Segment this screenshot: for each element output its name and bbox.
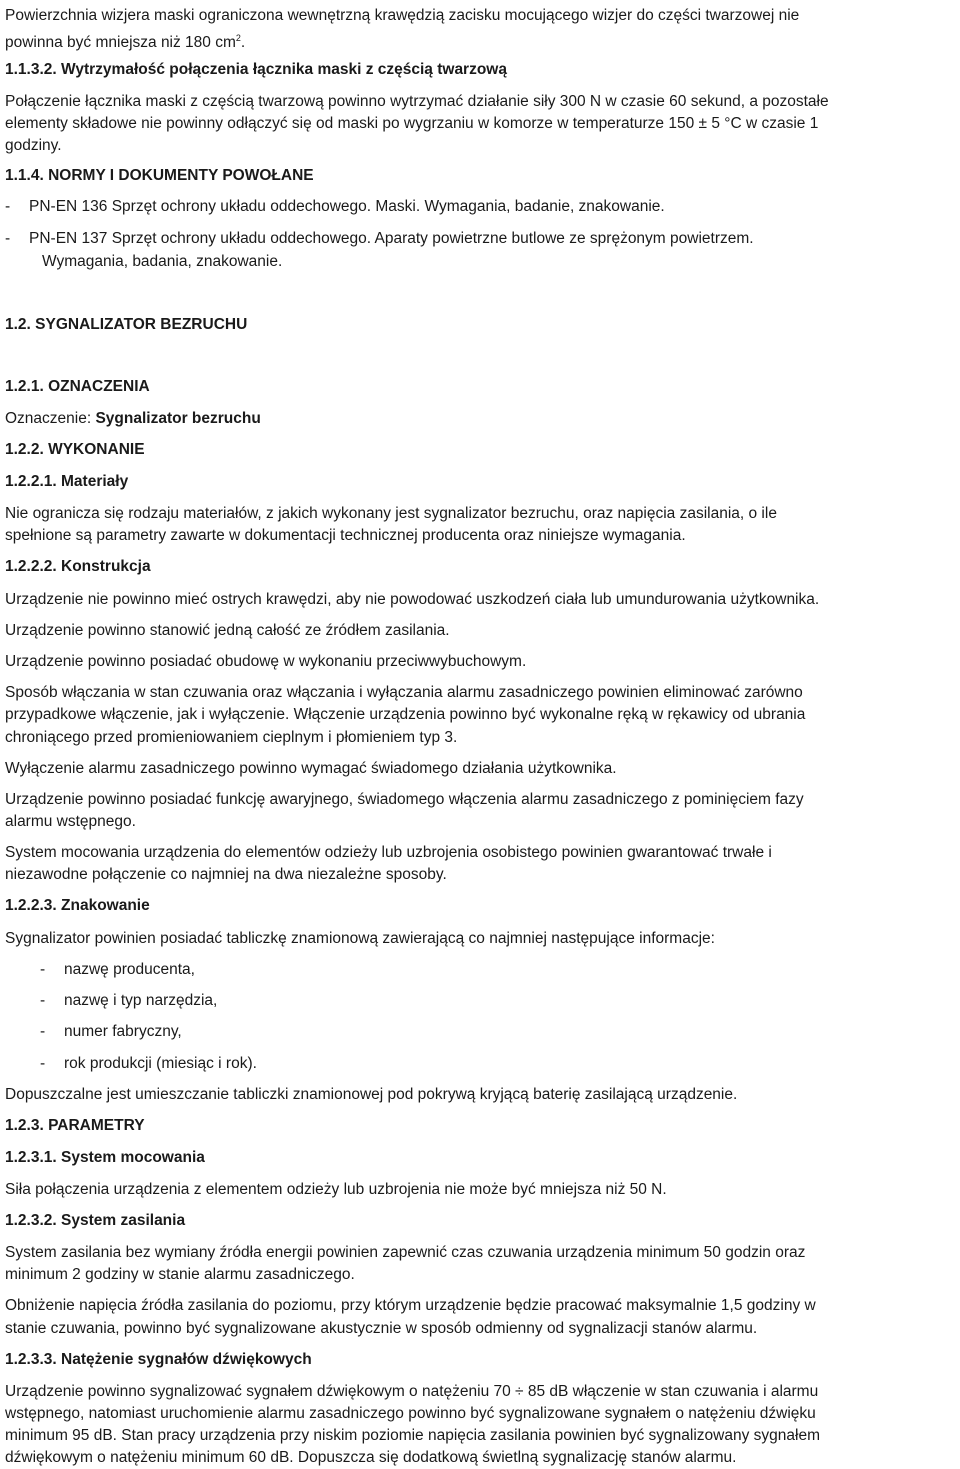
paragraph-line: minimum 95 dB. Stan pracy urządzenia przy niskim poziomie napięcia zasilania powinien być sygnalizowany sygnałem xyxy=(5,1427,820,1444)
list-item-continuation: Wymagania, badania, znakowanie. xyxy=(42,253,283,270)
paragraph-line: Nie ogranicza się rodzaju materiałów, z jakich wykonany jest sygnalizator bezruchu, oraz napięcia zasilania, o ile xyxy=(5,505,777,522)
section-heading: 1.2.3.3. Natężenie sygnałów dźwiękowych xyxy=(5,1351,312,1368)
section-heading: 1.2.2.3. Znakowanie xyxy=(5,897,150,914)
paragraph-line: dźwiękowym o natężeniu minimum 60 dB. Dopuszcza się dodatkową świetlną sygnalizację stanów alarmu. xyxy=(5,1449,737,1466)
paragraph-line: System mocowania urządzenia do elementów odzieży lub uzbrojenia osobistego powinien gwarantować trwałe i xyxy=(5,844,772,861)
paragraph-line: stanie czuwania, powinno być sygnalizowane akustycznie w sposób odmienny od sygnalizacji stanów alarmu. xyxy=(5,1320,758,1337)
paragraph-line: Wyłączenie alarmu zasadniczego powinno wymagać świadomego działania użytkownika. xyxy=(5,760,617,777)
paragraph-line: Obniżenie napięcia źródła zasilania do poziomu, przy którym urządzenie będzie pracować maksymalnie 1,5 godziny w xyxy=(5,1297,816,1314)
section-heading: 1.2.2.1. Materiały xyxy=(5,473,129,490)
list-item: - numer fabryczny, xyxy=(40,1023,182,1040)
section-heading: 1.2.3.2. System zasilania xyxy=(5,1212,186,1229)
paragraph-line: alarmu wstępnego. xyxy=(5,813,136,830)
paragraph-line: wstępnego, natomiast uruchomienie alarmu zasadniczego powinno być sygnalizowane sygnałem o natężeniu dźwięku xyxy=(5,1405,816,1422)
superscript: 2 xyxy=(235,33,241,43)
paragraph-line: Siła połączenia urządzenia z elementem odzieży lub uzbrojenia nie może być mniejsza niż 50 N. xyxy=(5,1181,667,1198)
list-item: - nazwę producenta, xyxy=(40,961,195,978)
paragraph-line: System zasilania bez wymiany źródła energii powinien zapewnić czas czuwania urządzenia minimum 50 godzin oraz xyxy=(5,1244,806,1261)
paragraph-line: Urządzenie powinno stanowić jedną całość ze źródłem zasilania. xyxy=(5,622,450,639)
section-heading: 1.1.3.2. Wytrzymałość połączenia łącznika maski z częścią twarzową xyxy=(5,61,507,78)
paragraph-line: minimum 2 godziny w stanie alarmu zasadniczego. xyxy=(5,1266,355,1283)
intro-line: Powierzchnia wizjera maski ograniczona wewnętrzną krawędzią zacisku mocującego wizjer do części twarzowej nie xyxy=(5,7,800,24)
paragraph-line: niezawodne połączenie co najmniej na dwa niezależne sposoby. xyxy=(5,866,447,883)
paragraph-line: Urządzenie powinno posiadać funkcję awaryjnego, świadomego włączenia alarmu zasadniczego z pominięciem fazy xyxy=(5,791,804,808)
paragraph-line: Urządzenie nie powinno mieć ostrych krawędzi, aby nie powodować uszkodzeń ciała lub umundurowania użytkownika. xyxy=(5,591,820,608)
paragraph-line: Urządzenie powinno sygnalizować sygnałem dźwiękowym o natężeniu 70 ÷ 85 dB włączenie w stan czuwania i alarmu xyxy=(5,1383,819,1400)
paragraph-line: chroniącego przed promieniowaniem cieplnym i płomieniem typ 3. xyxy=(5,729,458,746)
designation-value: Sygnalizator bezruchu xyxy=(95,410,261,427)
paragraph-line: przypadkowe włączenie, jak i wyłączenie. Włączenie urządzenia powinno być wykonalne ręką w rękawicy od ubrania xyxy=(5,706,806,723)
list-item: - rok produkcji (miesiąc i rok). xyxy=(40,1055,257,1072)
section-heading: 1.2.2. WYKONANIE xyxy=(5,441,145,458)
paragraph-line: godziny. xyxy=(5,137,62,154)
section-heading: 1.1.4. NORMY I DOKUMENTY POWOŁANE xyxy=(5,167,314,184)
section-heading: 1.2.3.1. System mocowania xyxy=(5,1149,205,1166)
section-heading: 1.2.2.2. Konstrukcja xyxy=(5,558,151,575)
intro-line: powinna być mniejsza niż 180 $cm^2$. xyxy=(5,33,246,51)
designation-line: Oznaczenie: Sygnalizator bezruchu xyxy=(5,410,261,427)
list-item: - nazwę i typ narzędzia, xyxy=(40,992,218,1009)
paragraph-line: Dopuszczalne jest umieszczanie tabliczki znamionowej pod pokrywą kryjącą baterię zasilającą urządzenie. xyxy=(5,1086,738,1103)
paragraph-line: Sposób włączania w stan czuwania oraz włączania i wyłączania alarmu zasadniczego powinien eliminować zarówno xyxy=(5,684,803,701)
list-item: - PN-EN 137 Sprzęt ochrony układu oddechowego. Aparaty powietrzne butlowe ze sprężonym powietrzem. xyxy=(5,230,754,247)
paragraph-line: Sygnalizator powinien posiadać tabliczkę znamionową zawierającą co najmniej następujące informacje: xyxy=(5,930,715,947)
paragraph-line: elementy składowe nie powinny odłączyć się od maski po wygrzaniu w komorze w temperaturze 150 ± 5 °C w czasie 1 xyxy=(5,115,819,132)
paragraph-line: spełnione są parametry zawarte w dokumentacji technicznej producenta oraz niniejsze wymagania. xyxy=(5,527,686,544)
paragraph-line: Połączenie łącznika maski z częścią twarzową powinno wytrzymać działanie siły 300 N w czasie 60 sekund, a pozostałe xyxy=(5,93,829,110)
section-heading: 1.2.3. PARAMETRY xyxy=(5,1117,145,1134)
section-heading: 1.2.1. OZNACZENIA xyxy=(5,378,150,395)
section-heading: 1.2. SYGNALIZATOR BEZRUCHU xyxy=(5,316,248,333)
paragraph-line: Urządzenie powinno posiadać obudowę w wykonaniu przeciwwybuchowym. xyxy=(5,653,527,670)
list-item: - PN-EN 136 Sprzęt ochrony układu oddechowego. Maski. Wymagania, badanie, znakowanie. xyxy=(5,198,665,215)
